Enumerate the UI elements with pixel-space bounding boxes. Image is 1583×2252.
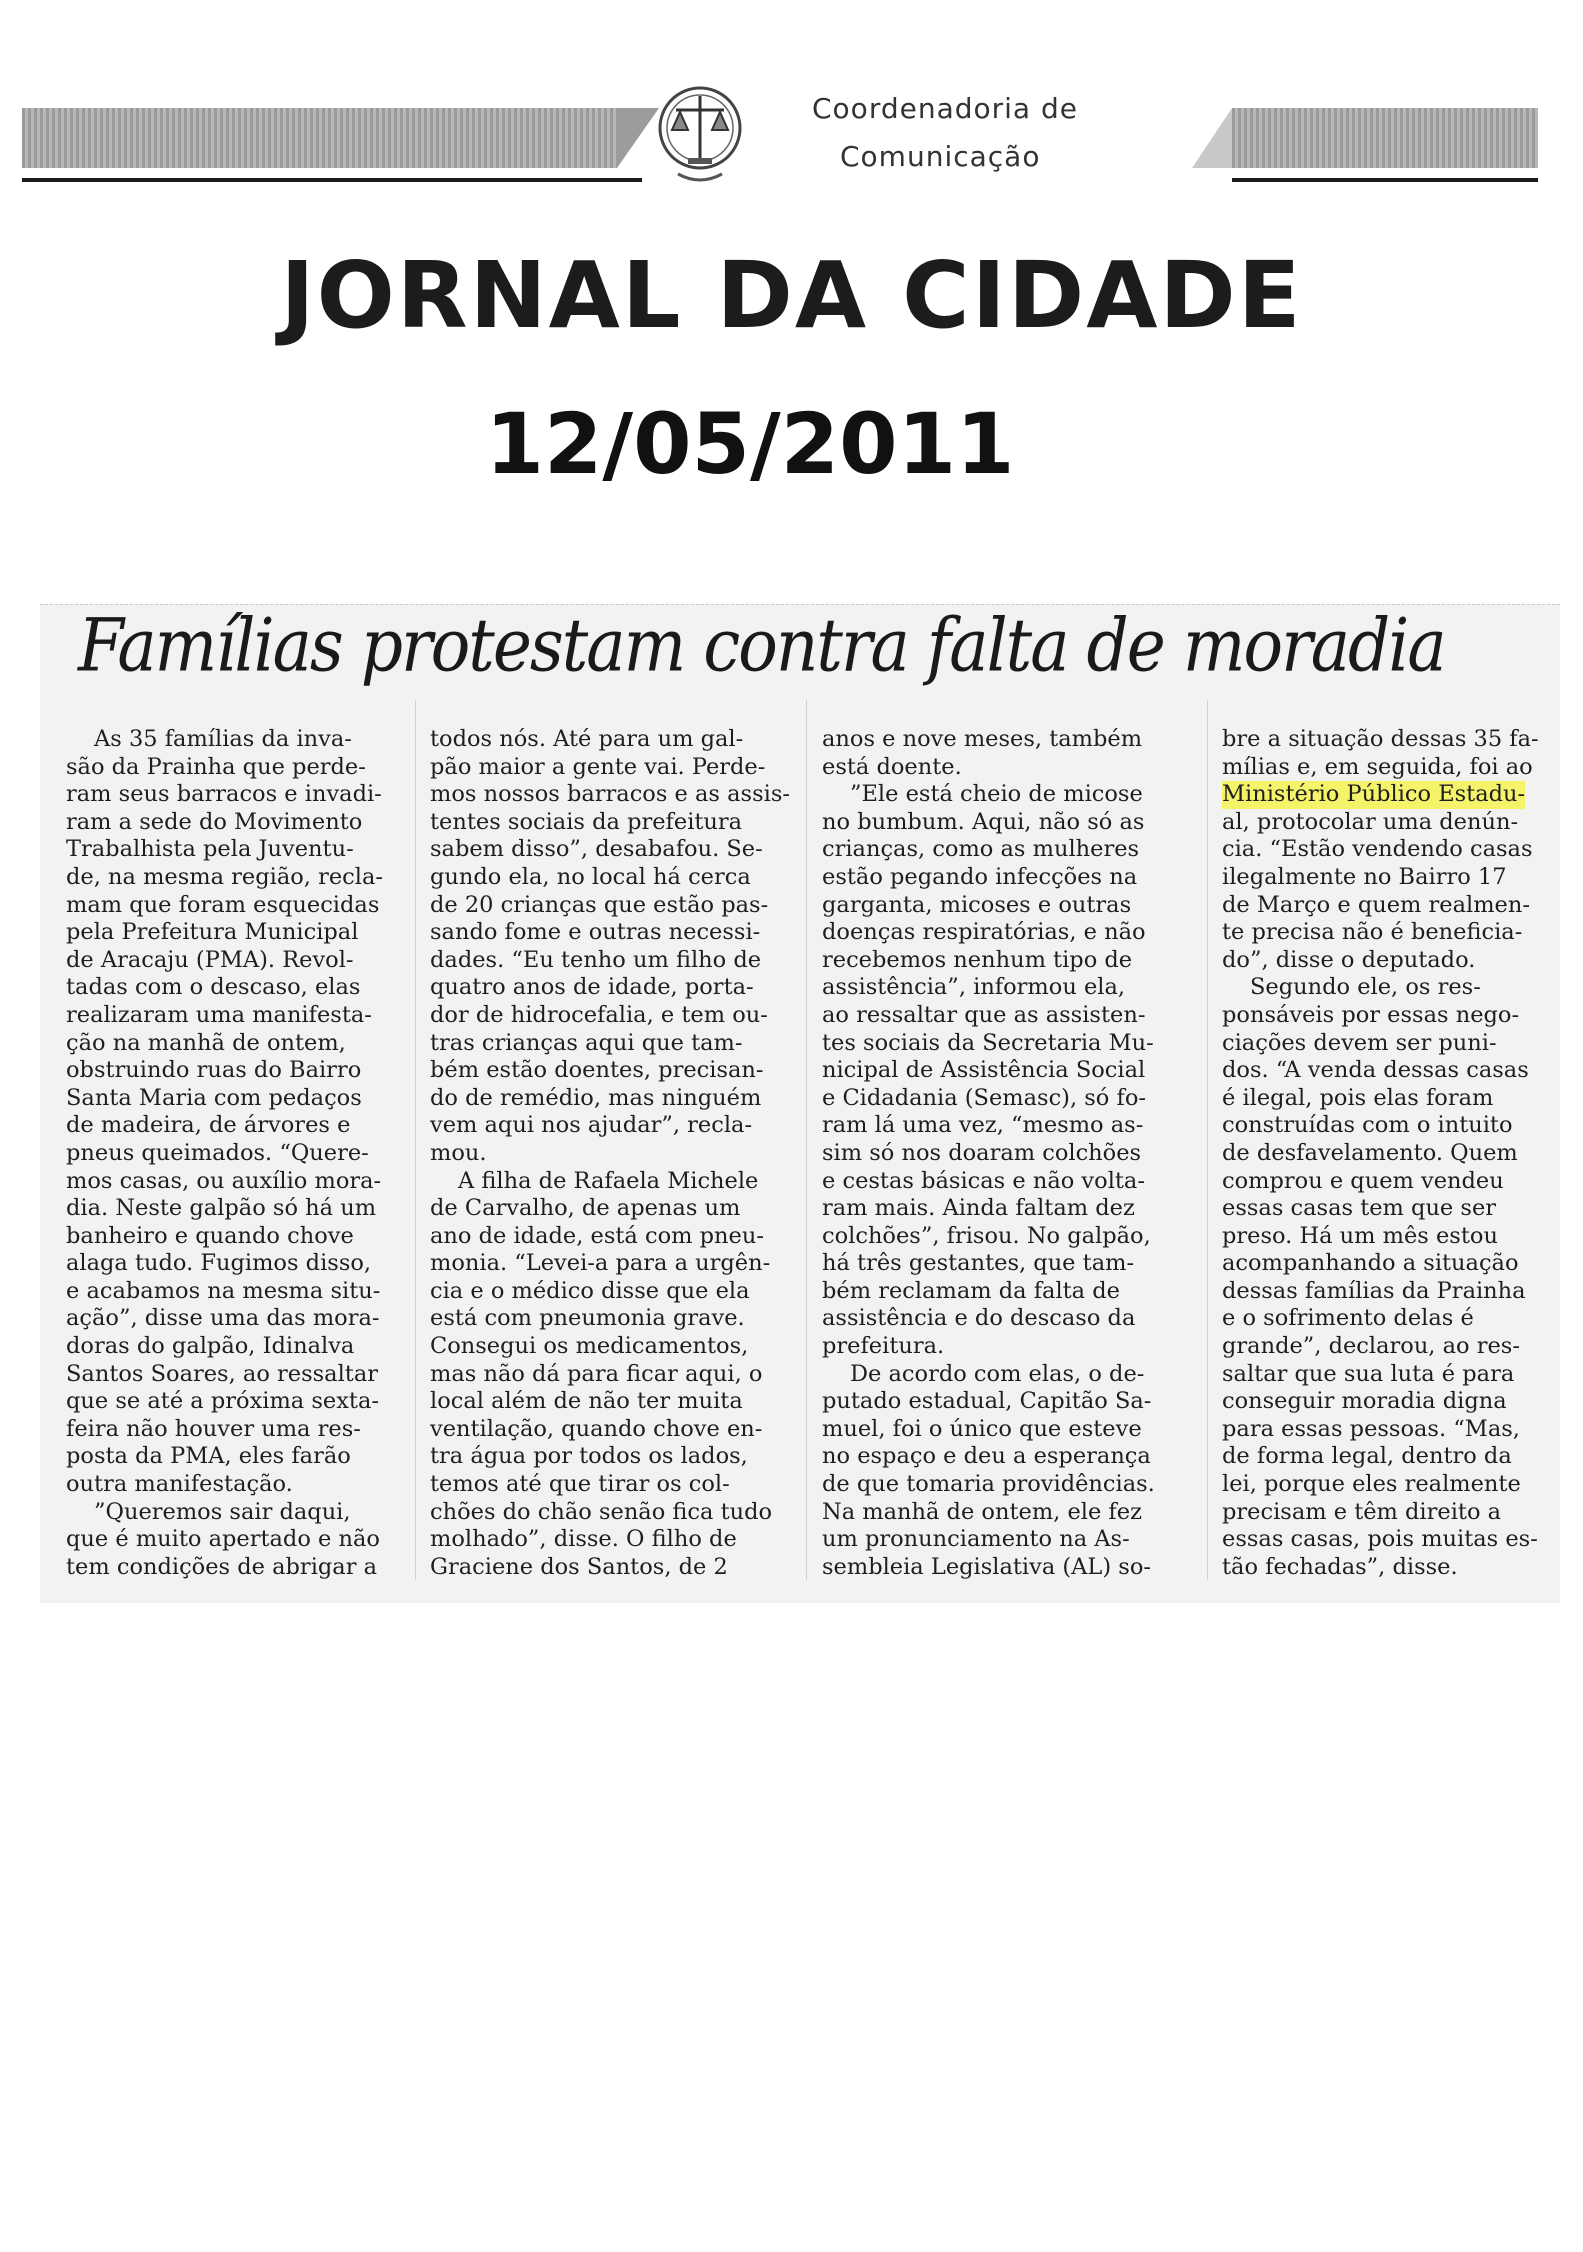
article-text-line: sando fome e outras necessi- [430, 919, 761, 946]
article-text-line: A filha de Rafaela Michele [458, 1167, 759, 1194]
article-text-line: monia. “Levei-a para a urgên- [430, 1250, 771, 1277]
article-text-line: sembleia Legislativa (AL) so- [822, 1553, 1151, 1580]
article-text-line: ciações devem ser puni- [1222, 1029, 1497, 1056]
article-text-line: do de remédio, mas ninguém [430, 1084, 762, 1111]
article-text-line: mos nossos barracos e as assis- [430, 781, 790, 808]
article-text-line: gundo ela, no local há cerca [430, 863, 751, 890]
article-text-line: todos nós. Até para um gal- [430, 726, 744, 752]
article-text-line: assistência”, informou ela, [822, 974, 1126, 1001]
article-text-line: saltar que sua luta é para [1222, 1360, 1515, 1387]
article-text-line: dor de hidrocefalia, e tem ou- [430, 1001, 768, 1028]
article-text-line: vem aqui nos ajudar”, recla- [430, 1112, 753, 1139]
article-text-line: conseguir moradia digna [1222, 1388, 1507, 1415]
coordination-label-line-1: Coordenadoria de [812, 92, 1078, 125]
article-text-line: estão pegando infecções na [822, 863, 1138, 890]
article-text-line: Santos Soares, ao ressaltar [66, 1360, 379, 1387]
article-text-line: precisam e têm direito a [1222, 1498, 1502, 1525]
article-text-line: cia e o médico disse que ela [430, 1277, 750, 1304]
article-text-line: doenças respiratórias, e não [822, 919, 1146, 946]
article-text-line: ram lá uma vez, “mesmo as- [822, 1112, 1144, 1139]
article-text-line: e cestas básicas e não volta- [822, 1167, 1145, 1194]
article-headline: Famílias protestam contra falta de moradia [78, 603, 1445, 689]
article-text-line: está com pneumonia grave. [430, 1305, 745, 1332]
article-text-line: ”Queremos sair daqui, [94, 1498, 351, 1525]
article-text-line: feira não houver uma res- [66, 1415, 361, 1442]
article-text-line: de 20 crianças que estão pas- [430, 891, 769, 918]
article-text-line: ventilação, quando chove en- [430, 1415, 763, 1442]
article-text-line: ação”, disse uma das mora- [66, 1305, 380, 1332]
article-text-line: anos e nove meses, também [822, 726, 1143, 752]
article-text-line: garganta, micoses e outras [822, 891, 1132, 918]
newspaper-name: JORNAL DA CIDADE [280, 242, 1303, 349]
article-text-line: e o sofrimento delas é [1222, 1305, 1474, 1332]
article-text-line: de Carvalho, de apenas um [430, 1195, 741, 1222]
article-text-line: obstruindo ruas do Bairro [66, 1057, 362, 1084]
article-text-line: Ministério Público Estadu- [1222, 781, 1526, 808]
article-text-line: bre a situação dessas 35 fa- [1222, 726, 1539, 752]
article-text-line: que é muito apertado e não [66, 1526, 380, 1553]
article-text-line: cia. “Estão vendendo casas [1222, 836, 1533, 863]
article-text-line: te precisa não é beneficia- [1222, 919, 1523, 946]
article-text-line: Segundo ele, os res- [1250, 974, 1481, 1001]
article-text-line: mou. [430, 1139, 487, 1166]
article-text-line: de, na mesma região, recla- [66, 863, 383, 890]
article-text-line: dia. Neste galpão só há um [66, 1195, 377, 1222]
article-text-line: para essas pessoas. “Mas, [1222, 1415, 1520, 1442]
article-text-line: tras crianças aqui que tam- [430, 1029, 743, 1056]
article-text-line: no espaço e deu a esperança [822, 1443, 1151, 1470]
header-rule-right [1232, 178, 1538, 182]
article-text-line: há três gestantes, que tam- [822, 1250, 1135, 1277]
article-text-line: essas casas, pois muitas es- [1222, 1526, 1538, 1553]
header-bar-left [22, 108, 617, 168]
article-text-line: alaga tudo. Fugimos disso, [66, 1250, 372, 1277]
article-text-line: está doente. [822, 753, 962, 780]
article-column-4 [1222, 726, 1552, 1581]
article-text-line: putado estadual, Capitão Sa- [822, 1388, 1152, 1415]
newspaper-date: 12/05/2011 [485, 395, 1015, 493]
article-text-line: sim só nos doaram colchões [822, 1139, 1142, 1166]
article-text-line: temos até que tirar os col- [430, 1471, 730, 1498]
article-text-line: pão maior a gente vai. Perde- [430, 753, 766, 780]
article-text-line: preso. Há um mês estou [1222, 1222, 1498, 1249]
article-text-line: crianças, como as mulheres [822, 836, 1140, 863]
article-text-line: tadas com o descaso, elas [66, 974, 361, 1001]
article-text-line: realizaram uma manifesta- [66, 1001, 372, 1028]
article-text-line: bém estão doentes, precisan- [430, 1057, 764, 1084]
article-text-line: outra manifestação. [66, 1471, 293, 1498]
article-text-line: posta da PMA, eles farão [66, 1443, 351, 1470]
article-text-line: local além de não ter muita [430, 1388, 743, 1415]
article-text-line: molhado”, disse. O filho de [430, 1526, 737, 1553]
article-text-line: mos casas, ou auxílio mora- [66, 1167, 382, 1194]
article-text-line: ano de idade, está com pneu- [430, 1222, 764, 1249]
article-text-line: doras do galpão, Idinalva [66, 1333, 355, 1360]
article-text-line: de madeira, de árvores e [66, 1112, 351, 1139]
article-text-line: chões do chão senão fica tudo [430, 1498, 773, 1525]
coordination-label-line-2: Comunicação [840, 140, 1041, 173]
article-text-line: dades. “Eu tenho um filho de [430, 946, 762, 973]
article-text-line: bém reclamam da falta de [822, 1277, 1120, 1304]
article-text-line: de Março e quem realmen- [1222, 891, 1530, 918]
article-text-line: dos. “A venda dessas casas [1222, 1057, 1529, 1084]
header-bar-right [1232, 108, 1538, 168]
article-text-line: ção na manhã de ontem, [66, 1029, 346, 1056]
article-text-line: Na manhã de ontem, ele fez [822, 1498, 1142, 1525]
article-text-line: ”Ele está cheio de micose [850, 781, 1143, 808]
article-text-line: Graciene dos Santos, de 2 [430, 1553, 728, 1580]
article-text-line: ponsáveis por essas nego- [1222, 1001, 1520, 1028]
article-text-line: mas não dá para ficar aqui, o [430, 1360, 763, 1387]
article-text-line: As 35 famílias da inva- [94, 726, 352, 752]
article-text-line: muel, foi o único que esteve [822, 1415, 1142, 1442]
article-text-line: assistência e do descaso da [822, 1305, 1136, 1332]
header-rule-left [22, 178, 642, 182]
article-text-line: de que tomaria providências. [822, 1471, 1155, 1498]
article-text-line: mam que foram esquecidas [66, 891, 380, 918]
article-text-line: De acordo com elas, o de- [850, 1360, 1145, 1387]
article-text-line: quatro anos de idade, porta- [430, 974, 754, 1001]
article-text-line: construídas com o intuito [1222, 1112, 1513, 1139]
article-text-line: pela Prefeitura Municipal [66, 919, 359, 946]
article-text-line: são da Prainha que perde- [66, 753, 366, 780]
article-text-line: Santa Maria com pedaços [66, 1084, 362, 1111]
article-text-line: ram a sede do Movimento [66, 808, 363, 835]
article-text-line: al, protocolar uma denún- [1222, 808, 1519, 835]
article-text-line: nicipal de Assistência Social [822, 1057, 1146, 1084]
article-text-line: sabem disso”, desabafou. Se- [430, 836, 763, 863]
article-text-line: de forma legal, dentro da [1222, 1443, 1512, 1470]
article-text-line: tra água por todos os lados, [430, 1443, 748, 1470]
article-text-line: ao ressaltar que as assisten- [822, 1001, 1146, 1028]
article-text-line: dessas famílias da Prainha [1222, 1277, 1526, 1304]
column-separator [1207, 700, 1208, 1580]
article-text-line: no bumbum. Aqui, não só as [822, 808, 1145, 835]
article-column-3 [822, 726, 1192, 1581]
article-text-line: banheiro e quando chove [66, 1222, 354, 1249]
article-text-line: colchões”, frisou. No galpão, [822, 1222, 1151, 1249]
article-text-line: essas casas tem que ser [1222, 1195, 1497, 1222]
column-separator [806, 700, 807, 1580]
article-column-1 [66, 726, 404, 1581]
scales-of-justice-seal-icon [650, 78, 750, 188]
article-text-line: tentes sociais da prefeitura [430, 808, 743, 835]
article-text-line: ram mais. Ainda faltam dez [822, 1195, 1135, 1222]
article-text-line: de Aracaju (PMA). Revol- [66, 946, 354, 973]
article-text-line: mílias e, em seguida, foi ao [1222, 753, 1533, 780]
article-text-line: grande”, declarou, ao res- [1222, 1333, 1520, 1360]
article-text-line: um pronunciamento na As- [822, 1526, 1130, 1553]
article-text-line: ilegalmente no Bairro 17 [1222, 863, 1507, 890]
article-text-line: de desfavelamento. Quem [1222, 1139, 1518, 1166]
article-text-line: ram seus barracos e invadi- [66, 781, 382, 808]
column-separator [415, 700, 416, 1580]
article-text-line: tes sociais da Secretaria Mu- [822, 1029, 1154, 1056]
article-text-line: comprou e quem vendeu [1222, 1167, 1504, 1194]
article-text-line: do”, disse o deputado. [1222, 946, 1476, 973]
article-text-line: pneus queimados. “Quere- [66, 1139, 369, 1166]
article-text-line: e Cidadania (Semasc), só fo- [822, 1084, 1146, 1111]
article-text-line: prefeitura. [822, 1333, 945, 1360]
article-text-line: Consegui os medicamentos, [430, 1333, 749, 1360]
article-text-line: tem condições de abrigar a [66, 1553, 378, 1580]
article-text-line: e acabamos na mesma situ- [66, 1277, 381, 1304]
article-text-line: acompanhando a situação [1222, 1250, 1519, 1277]
article-text-line: é ilegal, pois elas foram [1222, 1084, 1494, 1111]
article-text-line: lei, porque eles realmente [1222, 1471, 1521, 1498]
article-text-line: Trabalhista pela Juventu- [66, 836, 354, 863]
article-text-line: que se até a próxima sexta- [66, 1388, 379, 1415]
article-text-line: tão fechadas”, disse. [1222, 1553, 1458, 1580]
article-column-2 [430, 726, 790, 1581]
article-text-line: recebemos nenhum tipo de [822, 946, 1133, 973]
